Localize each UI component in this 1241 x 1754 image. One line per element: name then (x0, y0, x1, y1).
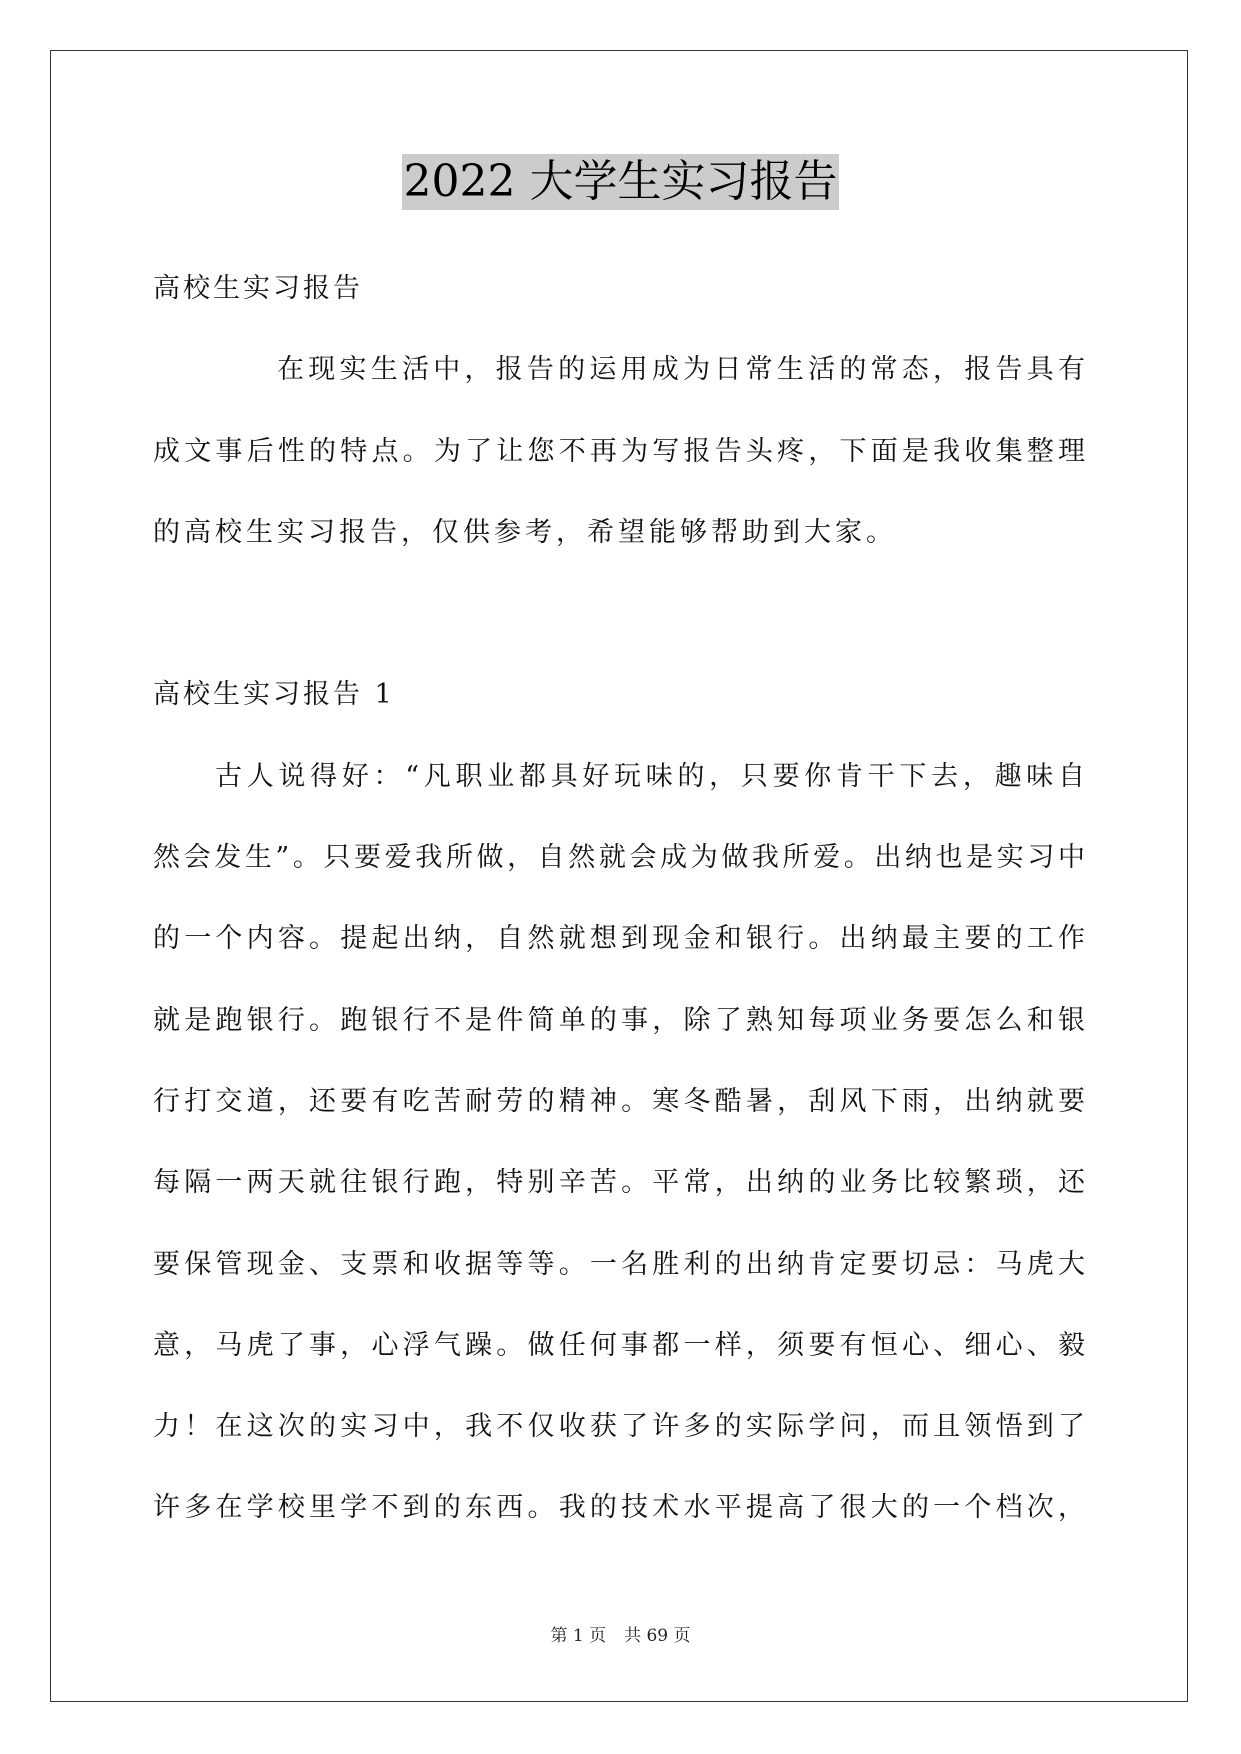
intro-line: 在现实生活中，报告的运用成为日常生活的常态，报告具有 (277, 354, 1087, 386)
blank-line (153, 573, 1087, 654)
page-footer (0, 1625, 1241, 1647)
section-line: 要保管现金、支票和收据等等。一名胜利的出纳肯定要切忌：马虎大 (153, 1248, 1087, 1280)
page-total: 共 69 页 (624, 1626, 691, 1646)
section-line: 力！在这次的实习中，我不仅收获了许多的实际学问，而且领悟到了 (153, 1411, 1087, 1443)
section-line: 意，马虎了事，心浮气躁。做任何事都一样，须要有恒心、细心、毅 (153, 1329, 1087, 1361)
section-line: 每隔一两天就往银行跑，特别辛苦。平常，出纳的业务比较繁琐，还 (153, 1167, 1087, 1199)
section-line: 行打交道，还要有吃苦耐劳的精神。寒冬酷暑，刮风下雨，出纳就要 (153, 1085, 1087, 1117)
document-body (153, 248, 1087, 1549)
section-line: 的一个内容。提起出纳，自然就想到现金和银行。出纳最主要的工作 (153, 923, 1087, 955)
page-number: 第 1 页 (550, 1626, 607, 1646)
intro-line: 的高校生实习报告，仅供参考，希望能够帮助到大家。 (153, 516, 897, 548)
section-line: 许多在学校里学不到的东西。我的技术水平提高了很大的一个档次， (153, 1492, 1087, 1524)
section-line: 古人说得好：“凡职业都具好玩味的，只要你肯干下去，趣味自 (215, 760, 1087, 792)
section-heading: 高校生实习报告 1 (153, 679, 395, 711)
intro-heading: 高校生实习报告 (153, 273, 363, 304)
section-line: 就是跑银行。跑银行不是件简单的事，除了熟知每项业务要怎么和银 (153, 1004, 1087, 1036)
title-block (0, 154, 1241, 210)
document-title: 2022 大学生实习报告 (402, 154, 840, 210)
section-line: 然会发生”。只要爱我所做，自然就会成为做我所爱。出纳也是实习中 (153, 842, 1087, 874)
intro-line: 成文事后性的特点。为了让您不再为写报告头疼，下面是我收集整理 (153, 435, 1087, 467)
